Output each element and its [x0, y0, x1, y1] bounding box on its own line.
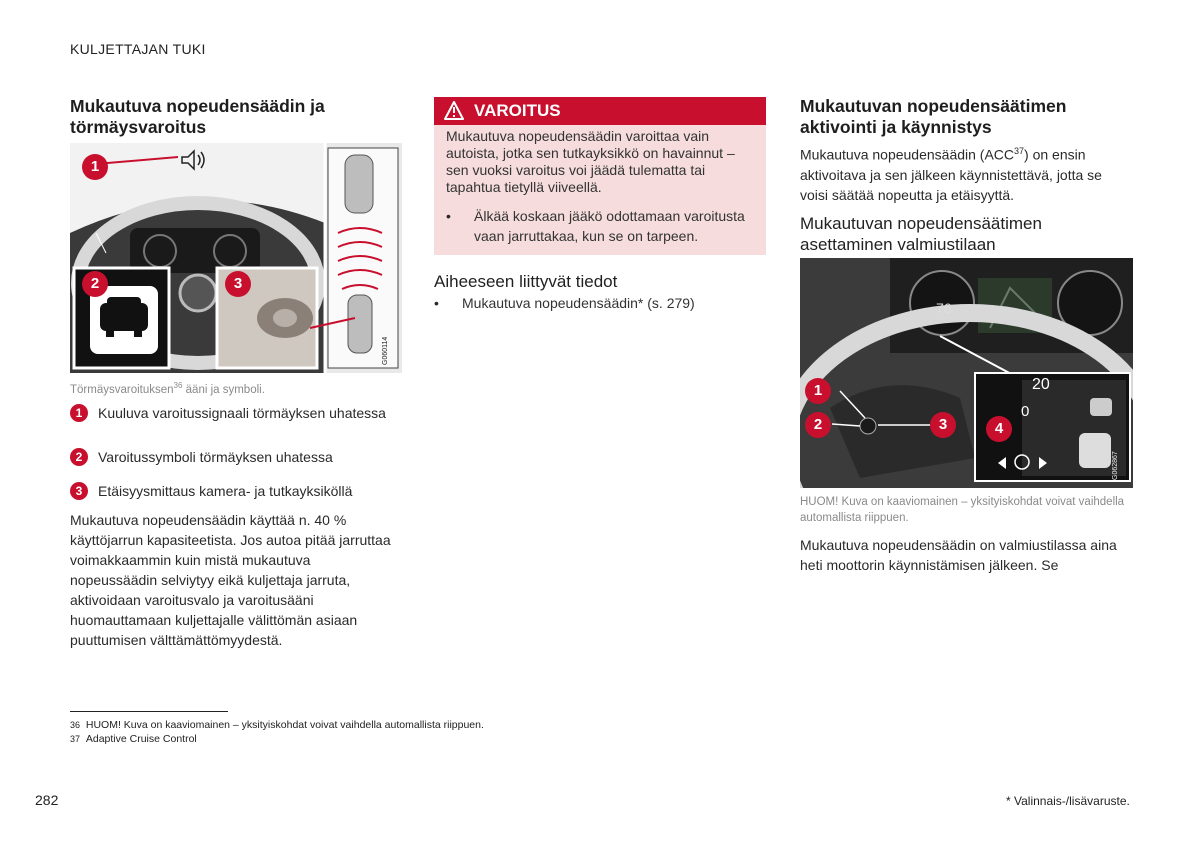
left-paragraph: Mukautuva nopeudensäädin käyttää n. 40 % käyttöjarrun kapasiteetista. Jos autoa pitää jarruttaa voimakkaammin kuin mistä mukautuva nopeussäädin selviytyy eikä kuljettaja jarruta, aktivoidaan varoitusvalo ja varoitusääni huomauttamaan kuljettajalle välittömän asiaan puuttumisen välttämättömyydestä. — [70, 512, 391, 648]
steering-wheel-illustration — [800, 258, 1133, 488]
bullet-dot: • — [446, 208, 451, 224]
callout-2: 2 — [805, 412, 831, 438]
list-item — [70, 481, 390, 501]
warning-title: VAROITUS — [474, 101, 561, 120]
item-text: Kuuluva varoitussignaali törmäyksen uhatessa — [98, 405, 386, 421]
bullet-dot: • — [434, 295, 439, 311]
item-text: Varoitussymboli törmäyksen uhatessa — [98, 449, 333, 465]
callout-1: 1 — [805, 378, 831, 404]
figure-code: G062867 — [1112, 451, 1119, 480]
callout-4: 4 — [986, 416, 1012, 442]
dashboard-illustration — [70, 143, 402, 373]
warning-box — [434, 97, 766, 255]
warning-triangle-icon — [444, 101, 464, 120]
cluster-speed: 76 — [936, 300, 952, 316]
callout-2: 2 — [82, 271, 108, 297]
display-speed: 20 — [1032, 376, 1050, 393]
right-paragraph-1: Mukautuva nopeudensäädin (ACC$^{37}$) on ensin aktivoitava ja sen jälkeen käynnistettävä, jotta se voisi säätää nopeutta ja etäisyyttä. — [800, 146, 1102, 203]
footnote-37: 37 Adaptive Cruise Control — [70, 733, 197, 745]
left-heading: Mukautuva nopeudensäädin ja törmäysvaroitus — [70, 96, 325, 137]
section-title: KULJETTAJAN TUKI — [70, 41, 206, 57]
right-paragraph-2: Mukautuva nopeudensäädin on valmiustilassa aina heti moottorin käynnistämisen jälkeen. Se — [800, 537, 1117, 573]
right-heading-1: Mukautuvan nopeudensäätimen aktivointi ja käynnistys — [800, 96, 1067, 137]
related-link[interactable]: Mukautuva nopeudensäädin* (s. 279) — [462, 295, 695, 311]
figure-caption: HUOM! Kuva on kaaviomainen – yksityiskohdat voivat vaihdella automallista riippuen. — [800, 496, 1125, 524]
list-item — [70, 403, 390, 443]
item-text: Etäisyysmittaus kamera- ja tutkayksiköllä — [98, 483, 353, 499]
figure-code: G060114 — [382, 336, 389, 365]
callout-3: 3 — [225, 271, 251, 297]
callout-3: 3 — [930, 412, 956, 438]
right-heading-2: Mukautuvan nopeudensäätimen asettaminen valmiustilaan — [800, 214, 1042, 254]
page-number: 282 — [35, 792, 59, 808]
warning-bullet-text: Älkää koskaan jääkö odottamaan varoitusta vaan jarruttakaa, kun se on tarpeen. — [474, 208, 745, 244]
related-heading: Aiheeseen liittyvät tiedot — [434, 272, 618, 291]
display-distance: 0 — [1021, 403, 1030, 420]
item-number: 1 — [70, 404, 88, 422]
list-item — [70, 447, 390, 467]
warning-bullet — [446, 206, 756, 246]
collision-warning-figure — [70, 143, 402, 373]
footer-note: * Valinnais-/lisävaruste. — [1006, 794, 1130, 808]
item-number: 3 — [70, 482, 88, 500]
figure-caption: Törmäysvaroituksen$^{36}$ ääni ja symboli. — [70, 381, 265, 396]
footnote-36: 36 HUOM! Kuva on kaaviomainen – yksityiskohdat voivat vaihdella automallista riippuen. — [70, 719, 484, 731]
footnote-rule — [70, 711, 228, 712]
callout-1: 1 — [82, 154, 108, 180]
warning-text: Mukautuva nopeudensäädin varoittaa vain autoista, jotka sen tutkayksikkö on havainnut – sen vuoksi varoitus voi jäädä tulematta tai tapahtua tietyllä viiveellä. — [446, 128, 735, 195]
item-number: 2 — [70, 448, 88, 466]
warning-header — [434, 97, 766, 125]
related-link-item[interactable] — [434, 293, 766, 313]
acc-standby-figure — [800, 258, 1133, 488]
